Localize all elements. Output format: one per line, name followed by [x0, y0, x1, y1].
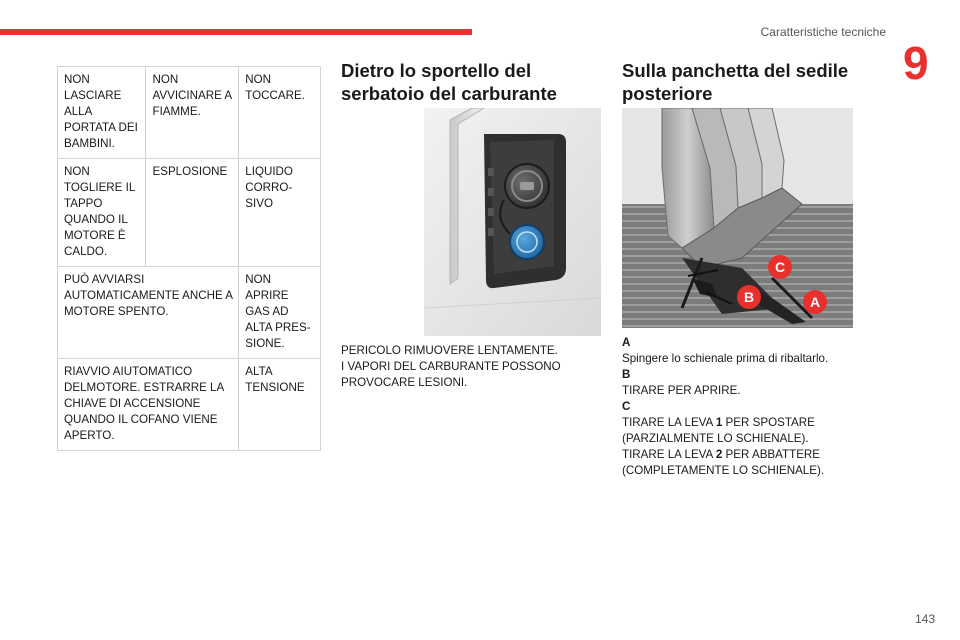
- item-c-line-1: TIRARE LA LEVA 1 PER SPOSTARE (PARZIALMENTE LO SCHIENALE).: [622, 416, 815, 445]
- seat-bench-figure: [622, 108, 853, 328]
- table-cell: NON TOCCARE.: [239, 67, 321, 159]
- fuel-flap-figure: [424, 108, 601, 336]
- table-cell: RIAVVIO AIUTOMATICO DELMOTORE. ESTRARRE LA CHIAVE DI ACCENSIONE QUANDO IL COFANO VIENE APERTO.: [58, 359, 239, 451]
- warning-labels-table: [57, 66, 321, 451]
- table-cell: NON LASCIARE ALLA PORTATA DEI BAMBINI.: [58, 67, 146, 159]
- fuel-warning-line-2: I VAPORI DEL CARBURANTE POSSONO PROVOCARE LESIONI.: [341, 360, 561, 389]
- page-number: 143: [914, 612, 935, 626]
- table-row: [58, 67, 321, 159]
- table-row: [58, 267, 321, 359]
- fuel-warning-line-1: PERICOLO RIMUOVERE LENTAMENTE.: [341, 344, 558, 357]
- item-label-a: A: [622, 336, 631, 349]
- table-row: [58, 159, 321, 267]
- seat-section-title: Sulla panchetta del sedile posteriore: [622, 60, 849, 104]
- running-header-title: Caratteristiche tecniche: [760, 25, 886, 39]
- item-label-c: C: [622, 400, 631, 413]
- callout-c: C: [768, 255, 792, 279]
- table-cell: ALTA TENSIONE: [239, 359, 321, 451]
- table-cell: LIQUIDO CORRO-SIVO: [239, 159, 321, 267]
- chapter-number: 9: [903, 37, 929, 89]
- lever-number-2: 2: [715, 448, 723, 461]
- fuel-warning-text: [341, 343, 591, 391]
- fuel-flap-illustration: [424, 108, 601, 336]
- table-row: [58, 359, 321, 451]
- item-a-text: Spingere lo schienale prima di ribaltarlo.: [622, 352, 829, 365]
- callout-b: B: [737, 285, 761, 309]
- fuel-section-title: Dietro lo sportello del serbatoio del carburante: [341, 60, 557, 104]
- table-cell: NON TOGLIERE IL TAPPO QUANDO IL MOTORE È CALDO.: [58, 159, 146, 267]
- table-cell: PUÒ AVVIARSI AUTOMATICAMENTE ANCHE A MOTORE SPENTO.: [58, 267, 239, 359]
- header-accent-bar: [0, 29, 472, 35]
- table-cell: ESPLOSIONE: [146, 159, 239, 267]
- table-cell: NON AVVICINARE A FIAMME.: [146, 67, 239, 159]
- item-label-b: B: [622, 368, 631, 381]
- lever-number-1: 1: [715, 416, 723, 429]
- item-b-text: TIRARE PER APRIRE.: [622, 384, 741, 397]
- item-c-line-2: TIRARE LA LEVA 2 PER ABBATTERE (COMPLETAMENTE LO SCHIENALE).: [622, 448, 825, 477]
- seat-instructions: [622, 335, 872, 479]
- callout-a: A: [803, 290, 827, 314]
- table-cell: NON APRIRE GAS AD ALTA PRES-SIONE.: [239, 267, 321, 359]
